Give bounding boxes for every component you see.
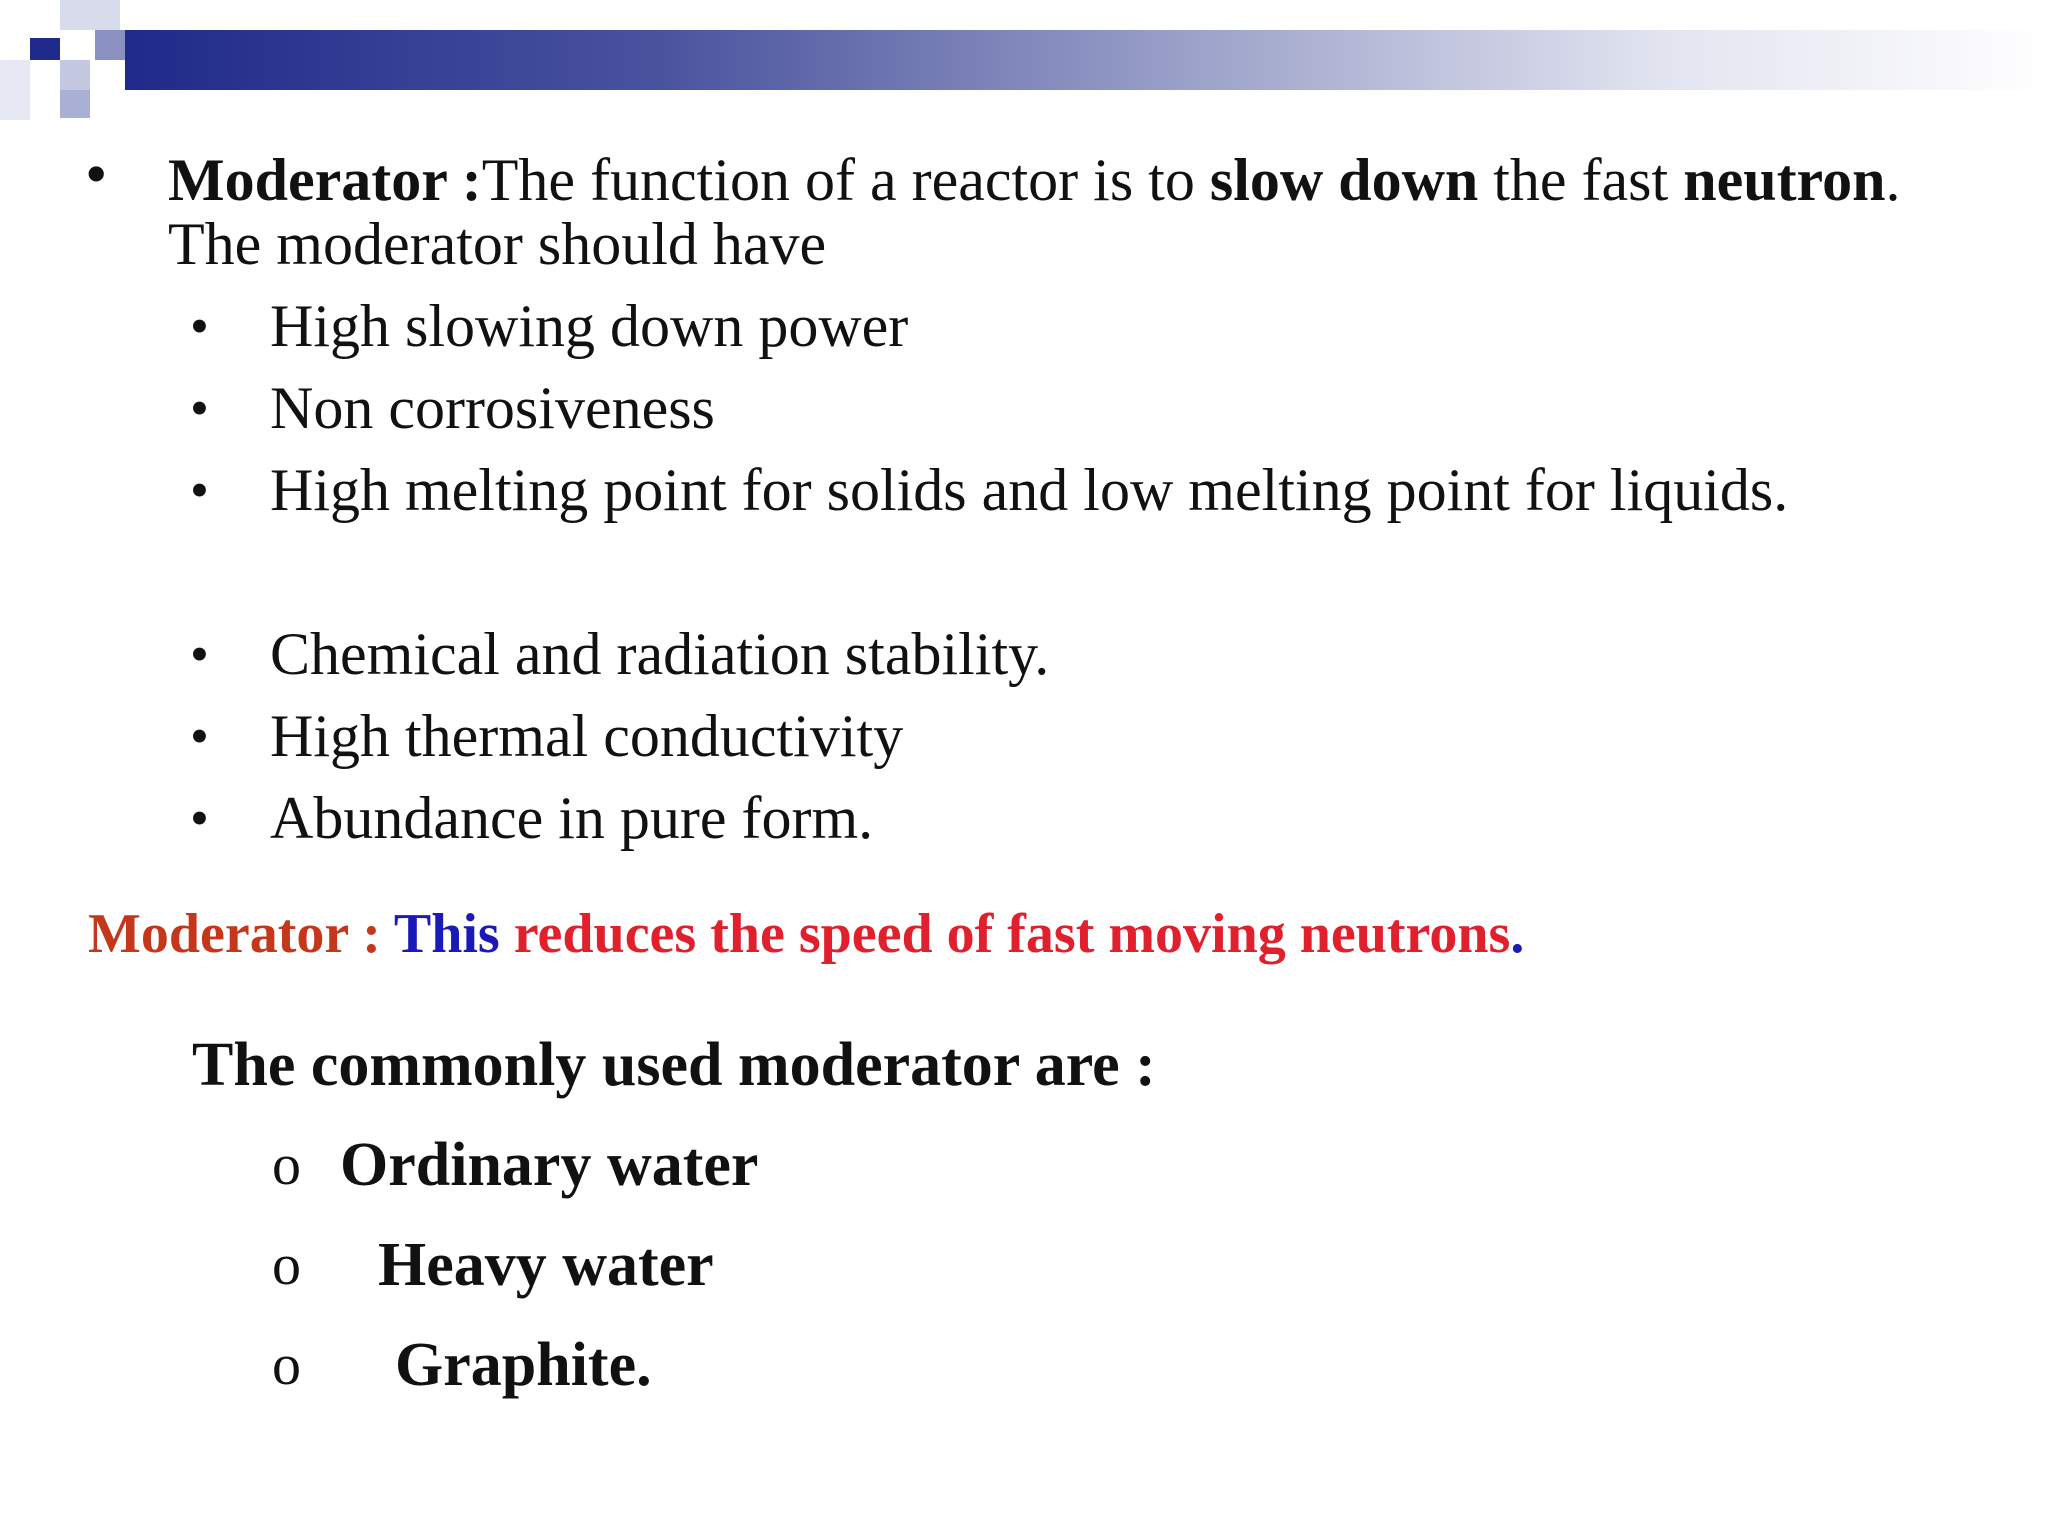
intro-text-2: the fast [1478, 147, 1684, 213]
circle-bullet: o [272, 1232, 301, 1297]
list-item-text: High melting point for solids and low melting point for liquids. [270, 457, 1789, 523]
definition-term: Moderator : [88, 903, 394, 965]
list-bullet: • [190, 706, 209, 766]
definition-line [88, 902, 1524, 966]
list-bullet: • [190, 788, 209, 848]
circle-bullet: o [272, 1132, 301, 1197]
list-bullet: • [190, 296, 209, 356]
list-bullet: • [190, 378, 209, 438]
intro-paragraph [168, 148, 1988, 276]
intro-bullet: • [85, 138, 108, 209]
definition-rest: reduces the speed of fast moving neutrons [499, 903, 1511, 965]
list-bullet: • [190, 460, 209, 520]
moderator-name: Heavy water [378, 1231, 714, 1299]
list-item-text: High thermal conductivity [270, 703, 904, 769]
intro-bold-1: slow down [1209, 147, 1479, 213]
intro-term: Moderator : [168, 147, 482, 213]
used-moderators-heading: The commonly used moderator are : [192, 1031, 1156, 1099]
moderator-name: Graphite. [395, 1331, 652, 1399]
list-item-text: Non corrosiveness [270, 375, 715, 441]
list-item-text: Chemical and radiation stability. [270, 621, 1050, 687]
intro-text-1: The function of a reactor is to [481, 147, 1210, 213]
definition-period: . [1510, 903, 1525, 965]
moderator-name: Ordinary water [340, 1131, 759, 1199]
list-item-text: High slowing down power [270, 293, 909, 359]
list-item-text: Abundance in pure form. [270, 785, 874, 851]
list-bullet: • [190, 624, 209, 684]
circle-bullet: o [272, 1332, 301, 1397]
definition-subject: This [393, 903, 500, 965]
intro-bold-2: neutron [1683, 147, 1886, 213]
intro-text-3: . The moderator should have [168, 147, 1901, 277]
